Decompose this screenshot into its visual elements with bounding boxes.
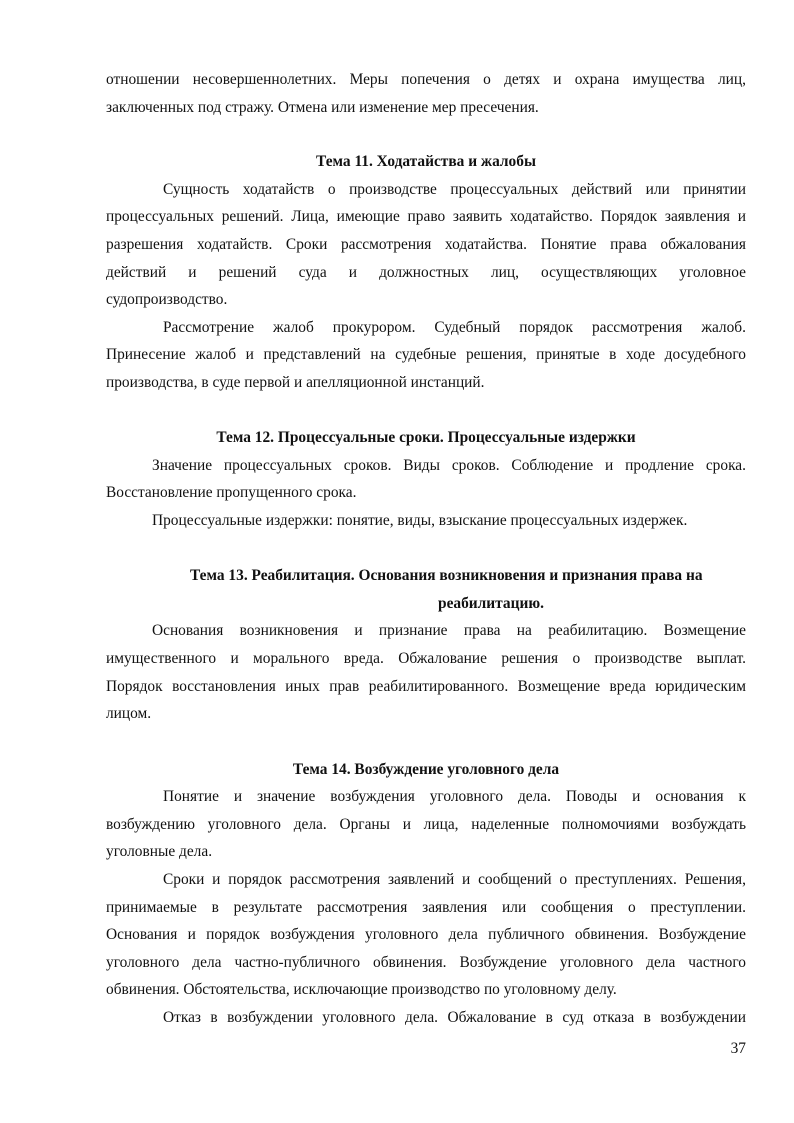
text-line: Порядок восстановления иных прав реабилитированного. Возмещение вреда юридическим [106,678,746,695]
text-line: лицом. [106,705,152,722]
text-line: имущественного и морального вреда. Обжалование решения о производстве выплат. [106,650,746,667]
text-line: производства, в суде первой и апелляционной инстанций. [106,374,485,391]
text-line: Основания и порядок возбуждения уголовного дела публичного обвинения. Возбуждение [106,926,746,943]
page-number: 37 [730,1040,746,1057]
section-heading: реабилитацию. [438,595,544,612]
text-line: Отказ в возбуждении уголовного дела. Обжалование в суд отказа в возбуждении [163,1009,746,1026]
text-line: Сроки и порядок рассмотрения заявлений и сообщений о преступлениях. Решения, [163,871,746,888]
text-line: Сущность ходатайств о производстве процессуальных действий или принятии [163,181,746,198]
text-line: Процессуальные издержки: понятие, виды, взыскание процессуальных издержек. [152,512,688,529]
text-line: принимаемые в результате рассмотрения заявления или сообщения о преступлении. [106,899,746,916]
text-line: уголовные дела. [106,843,213,860]
text-line: Принесение жалоб и представлений на судебные решения, принятые в ходе досудебного [106,346,746,363]
section-heading: Тема 12. Процессуальные сроки. Процессуальные издержки [216,429,636,446]
section-heading: Тема 13. Реабилитация. Основания возникновения и признания права на [190,567,703,584]
text-line: заключенных под стражу. Отмена или изменение мер пресечения. [106,99,539,116]
text-line: Основания возникновения и признание права на реабилитацию. Возмещение [152,622,746,639]
text-line: действий и решений суда и должностных лиц, осуществляющих уголовное [106,264,746,281]
text-line: судопроизводство. [106,291,228,308]
text-line: уголовного дела частно-публичного обвинения. Возбуждение уголовного дела частного [106,954,746,971]
text-line: обвинения. Обстоятельства, исключающие производство по уголовному делу. [106,981,617,998]
section-heading: Тема 14. Возбуждение уголовного дела [292,761,560,778]
section-heading: Тема 11. Ходатайства и жалобы [316,153,536,170]
text-line: отношении несовершеннолетних. Меры попечения о детях и охрана имущества лиц, [106,71,746,88]
text-line: процессуальных решений. Лица, имеющие право заявить ходатайство. Порядок заявления и [106,208,746,225]
text-line: Восстановление пропущенного срока. [106,484,357,501]
text-line: разрешения ходатайств. Сроки рассмотрения ходатайства. Понятие права обжалования [106,236,746,253]
text-line: Значение процессуальных сроков. Виды сроков. Соблюдение и продление срока. [152,457,746,474]
text-line: возбуждению уголовного дела. Органы и лица, наделенные полномочиями возбуждать [106,816,746,833]
text-line: Понятие и значение возбуждения уголовного дела. Поводы и основания к [163,788,746,805]
text-line: Рассмотрение жалоб прокурором. Судебный порядок рассмотрения жалоб. [163,319,746,336]
